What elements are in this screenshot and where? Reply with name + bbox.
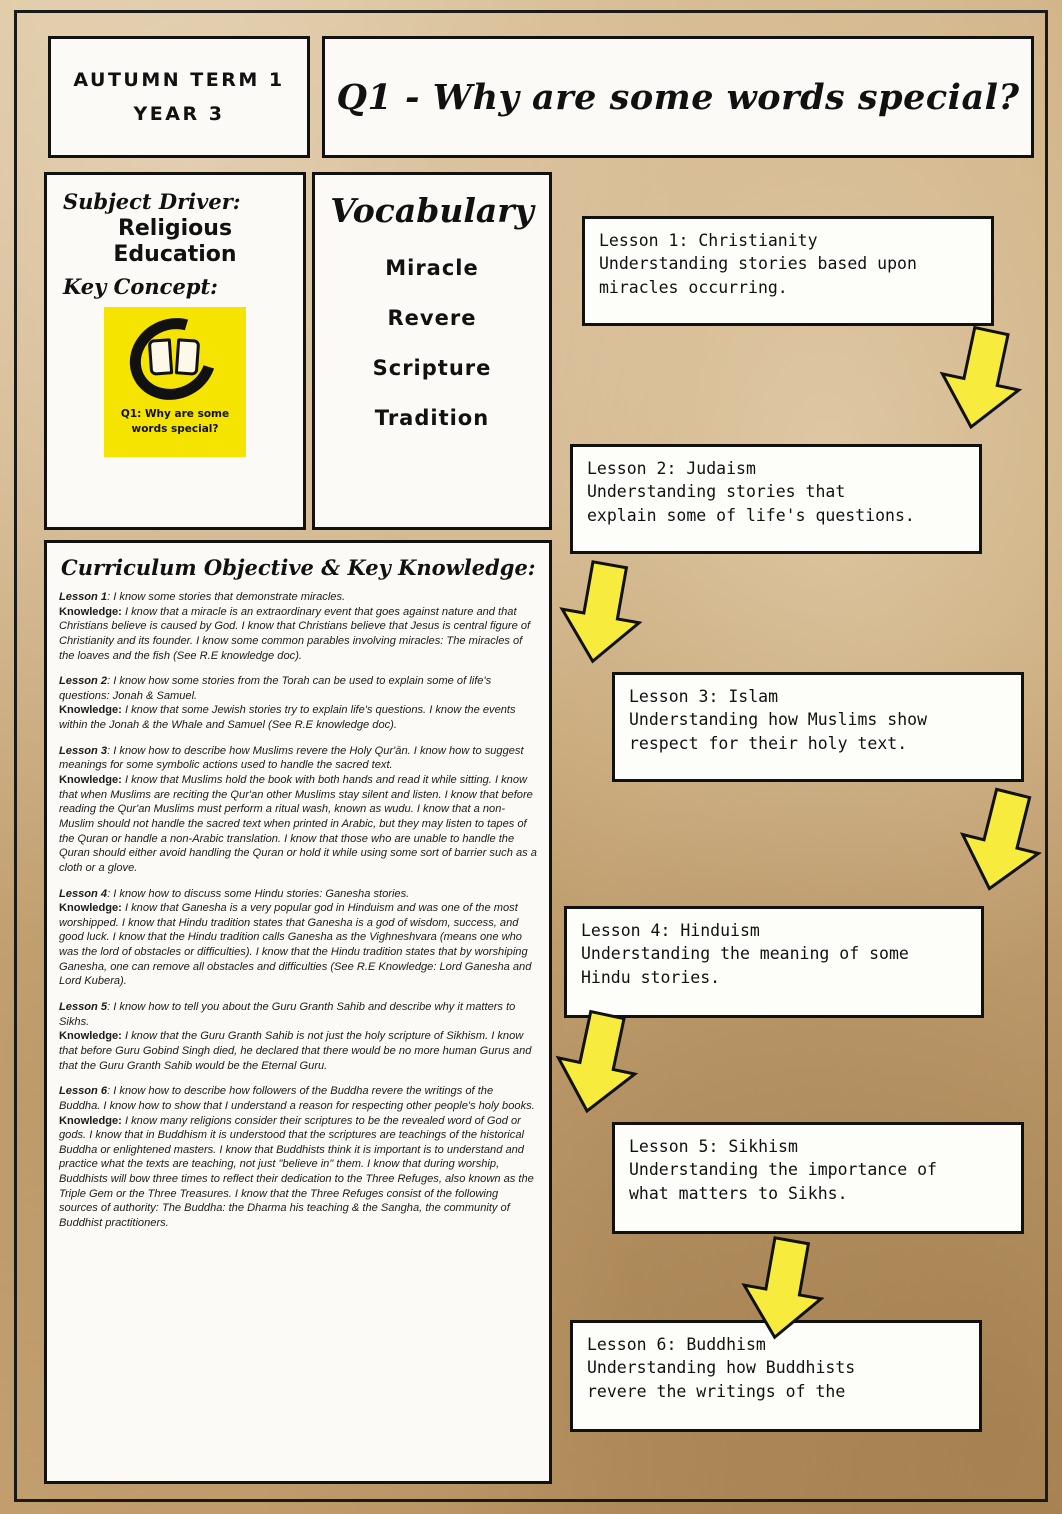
knowledge-text: I know many religions consider their scriptures to be the revealed word of God or gods. I know that in Buddhism it is understood that the scriptures are teachings of the historical Buddha or enlightened masters. I know that Buddhists think it is important is to understand and practice what the texts are teaching, not just "believe in" them. I know that during worship, Buddhists will bow three times to reflect their dedication to the Three Refuges, also known as the Triple Gem or the Three Treasures. I know that the Three Refuges consist of the following sources of authority: The Buddha: the Dharma his teaching & the Sangha, the community of Buddhist practitioners. bbox=[59, 1114, 534, 1229]
knowledge-text: I know that Ganesha is a very popular god in Hinduism and was one of the most worshipped. I know that Hindu tradition states that Ganesha is a god of wisdom, success, and good luck. I know that the Hindu tradition calls Ganesha as the Vighneshvara (means one who was the lord of obstacles or difficulties). I know that the Hindu tradition states that by worshiping Ganesha, one can remove all obstacles and difficulties (See R.E Knowledge: Lord Ganesha and Lord Kubera). bbox=[59, 902, 532, 988]
knowledge-text: I know that the Guru Granth Sahib is not just the holy scripture of Sikhism. I know that before Guru Gobind Singh died, he declared that there would be no more human Gurus and that the Guru Granth Sahib would be the Eternal Guru. bbox=[59, 1030, 532, 1072]
lesson-card-line1: Understanding how Muslims show bbox=[629, 710, 928, 730]
knowledge-label: Knowledge: bbox=[59, 1030, 122, 1043]
key-concept-image bbox=[104, 307, 246, 457]
knowledge-label: Knowledge: bbox=[59, 774, 122, 787]
book-shape bbox=[149, 339, 199, 377]
lesson-label: Lesson 4 bbox=[59, 887, 108, 900]
lesson-card-heading: Lesson 6: Buddhism bbox=[587, 1335, 766, 1354]
key-concept-caption-line2: words special? bbox=[131, 423, 219, 436]
subject-driver-value-line2: Education bbox=[113, 241, 237, 267]
knowledge-label: Knowledge: bbox=[59, 1114, 122, 1127]
lesson-card-5 bbox=[612, 1122, 1024, 1234]
curriculum-objective-box bbox=[44, 540, 552, 1484]
knowledge-block bbox=[59, 674, 537, 733]
knowledge-label: Knowledge: bbox=[59, 902, 122, 915]
lesson-card-heading: Lesson 1: Christianity bbox=[599, 231, 818, 250]
subject-driver-value-line1: Religious bbox=[117, 216, 233, 241]
lesson-card-line2: what matters to Sikhs. bbox=[629, 1183, 848, 1203]
lesson-card-line2: Hindu stories. bbox=[581, 967, 721, 987]
knowledge-block bbox=[59, 887, 537, 989]
lesson-card-line2: respect for their holy text. bbox=[629, 733, 908, 753]
lesson-card-3 bbox=[612, 672, 1024, 782]
key-concept-caption bbox=[121, 407, 229, 437]
lesson-objective: : I know how to describe how Muslims revere the Holy Qur'ān. I know how to suggest meanings for some symbolic actions used to handle the sacred text. bbox=[59, 744, 524, 772]
lesson-card-line2: revere the writings of the bbox=[587, 1381, 846, 1401]
lesson-objective: : I know how to tell you about the Guru Granth Sahib and describe why it matters to Sikhs. bbox=[59, 1001, 516, 1028]
lesson-label: Lesson 6 bbox=[59, 1085, 108, 1098]
lesson-objective: : I know how to discuss some Hindu stories: Ganesha stories. bbox=[107, 887, 410, 900]
title-box bbox=[322, 36, 1034, 158]
knowledge-block bbox=[59, 1000, 537, 1073]
lesson-card-1 bbox=[582, 216, 994, 326]
key-concept-label: Key Concept: bbox=[63, 273, 218, 299]
lesson-card-4 bbox=[564, 906, 984, 1018]
term-year-box bbox=[48, 36, 310, 158]
subject-driver-value bbox=[61, 216, 289, 268]
lesson-label: Lesson 1 bbox=[59, 591, 108, 603]
lesson-card-heading: Lesson 2: Judaism bbox=[587, 459, 756, 478]
lesson-card-line2: miracles occurring. bbox=[599, 277, 788, 297]
lesson-card-line1: Understanding stories that bbox=[587, 482, 846, 502]
lesson-label: Lesson 5 bbox=[59, 1001, 108, 1014]
knowledge-block bbox=[59, 744, 537, 876]
lesson-card-line1: Understanding the importance of bbox=[629, 1160, 937, 1180]
lesson-label: Lesson 2 bbox=[59, 675, 108, 688]
vocabulary-word: Revere bbox=[387, 306, 477, 330]
lesson-card-line1: Understanding how Buddhists bbox=[587, 1358, 856, 1378]
lesson-objective: : I know some stories that demonstrate miracles. bbox=[107, 591, 346, 603]
term-label: AUTUMN TERM 1 bbox=[73, 69, 285, 91]
page-title: Q1 - Why are some words special? bbox=[336, 76, 1020, 118]
knowledge-block bbox=[59, 1084, 537, 1230]
knowledge-label: Knowledge: bbox=[59, 605, 122, 618]
lesson-card-heading: Lesson 5: Sikhism bbox=[629, 1137, 798, 1156]
lesson-objective: : I know how some stories from the Torah can be used to explain some of life's questions: Jonah & Samuel. bbox=[59, 675, 492, 702]
knowledge-label: Knowledge: bbox=[59, 704, 122, 717]
open-book-icon bbox=[123, 313, 227, 405]
vocabulary-word: Scripture bbox=[372, 356, 492, 380]
down-arrow-icon bbox=[550, 555, 653, 672]
key-concept-caption-line1: Q1: Why are some bbox=[120, 407, 230, 420]
lesson-card-line2: explain some of life's questions. bbox=[587, 505, 915, 525]
vocabulary-box bbox=[312, 172, 552, 530]
subject-driver-label: Subject Driver: bbox=[63, 189, 241, 214]
knowledge-text: I know that Muslims hold the book with both hands and read it while sitting. I know that when Muslims are reciting the Qur'an other Muslims stay silent and listen. I know that before reading the Qur'an Muslims must perform a ritual wash, known as wudu. I know that a non-Muslim should not handle the sacred text when printed in Arabic, but they may listen to tapes of the Quran or handle a non-Arabic translation. I know that those who are unable to handle the Quran should either avoid handling the Quran or hold it while using some sort of barrier such as a cloth or a glove. bbox=[59, 774, 537, 874]
year-label: YEAR 3 bbox=[133, 103, 225, 125]
subject-driver-box bbox=[44, 172, 306, 530]
vocabulary-title: Vocabulary bbox=[330, 191, 534, 230]
knowledge-block bbox=[59, 590, 537, 663]
knowledge-text: I know that some Jewish stories try to explain life's questions. I know the events within the Jonah & the Whale and Samuel (See R.E knowledge doc). bbox=[59, 704, 516, 732]
vocabulary-word: Miracle bbox=[385, 256, 479, 280]
vocabulary-word: Tradition bbox=[374, 406, 490, 430]
curriculum-title: Curriculum Objective & Key Knowledge: bbox=[61, 555, 536, 580]
lesson-card-heading: Lesson 3: Islam bbox=[629, 687, 779, 706]
knowledge-text: I know that a miracle is an extraordinary event that goes against nature and that Christians believe is caused by God. I know that Christians believe that Jesus is central figure of Christianity and its founder. I know some common parables involving miracles: The miracles of the loaves and the fish (See R.E knowledge doc). bbox=[59, 605, 531, 662]
lesson-card-line1: Understanding stories based upon bbox=[599, 254, 917, 274]
lesson-card-2 bbox=[570, 444, 982, 554]
lesson-card-line1: Understanding the meaning of some bbox=[581, 944, 909, 964]
down-arrow-icon bbox=[732, 1231, 835, 1348]
lesson-objective: : I know how to describe how followers of the Buddha revere the writings of the Buddha. I know how to show that I understand a reason for respecting other people's holy books. bbox=[59, 1085, 535, 1112]
lesson-card-heading: Lesson 4: Hinduism bbox=[581, 921, 760, 940]
lesson-label: Lesson 3 bbox=[59, 744, 108, 757]
